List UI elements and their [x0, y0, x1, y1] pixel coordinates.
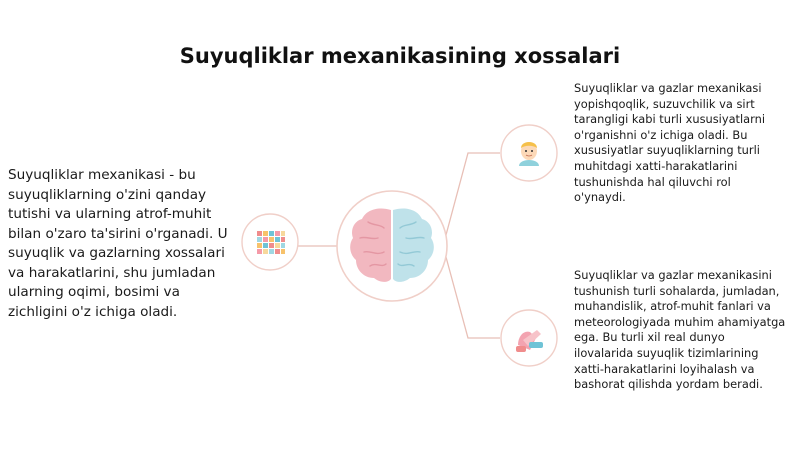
- left-description: Suyuqliklar mexanikasi - bu suyuqliklarning o'zini qanday tutishi va ularning atrof-muhit bilan o'zaro ta'sirini o'rganadi. U suyuqlik va gazlarning xossalari va harakatlarini, shu jumladan ularning oqimi, bosimi va zichligini o'z ichiga oladi.: [8, 167, 228, 320]
- bottom-right-node: [501, 310, 557, 366]
- bottom-right-description: Suyuqliklar va gazlar mexanikasini tushunish turli sohalarda, jumladan, muhandislik, atrof-muhit fanlari va meteorologiyada muhim ahamiyatga ega. Bu turli xil real dunyo ilovalarida suyuqlik tizimlarining xatti-harakatlarini loyihalash va bashorat qilishda yordam beradi.: [574, 268, 786, 392]
- page-title: Suyuqliklar mexanikasining xossalari: [179, 44, 621, 68]
- left-node: [242, 214, 298, 270]
- person-avatar-icon: [519, 142, 539, 166]
- top-right-description: Suyuqliklar va gazlar mexanikasi yopishqoqlik, suzuvchilik va sirt tarangligi kabi turli xususiyatlarni o'rganishni o'z ichiga oladi. Bu xususiyatlar suyuqliklarning turli muhitdagi xatti-harakatlarini tushunishda hal qiluvchi rol o'ynaydi.: [574, 81, 766, 205]
- connector-top-right: [446, 153, 500, 235]
- top-right-node: [501, 125, 557, 181]
- center-node: [337, 191, 447, 301]
- connector-bottom-right: [446, 257, 500, 338]
